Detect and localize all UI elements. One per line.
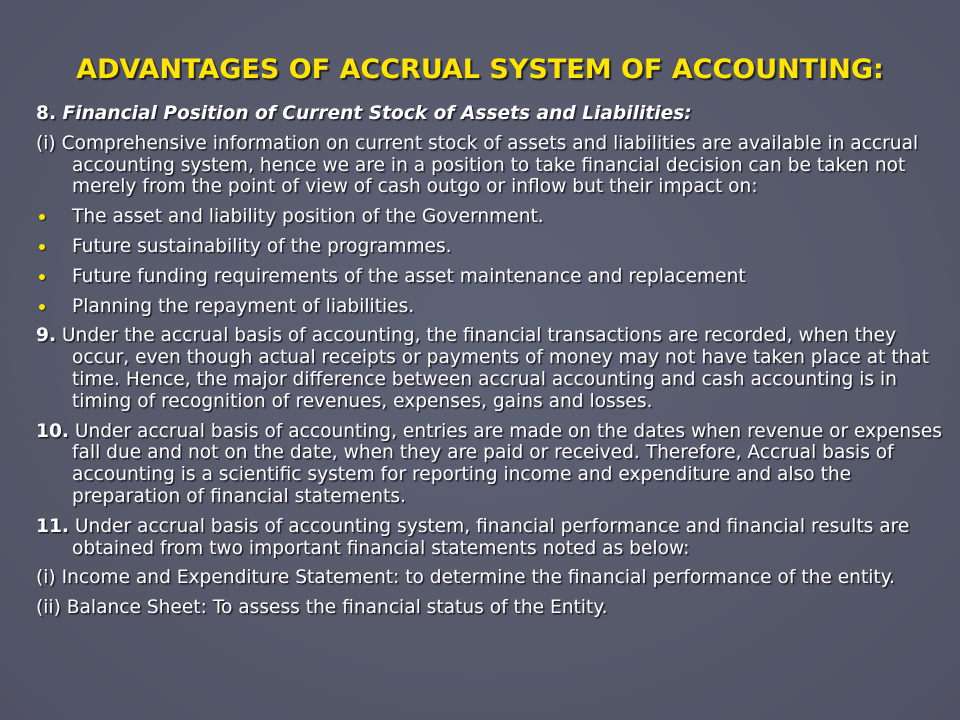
bullet-item (36, 266, 946, 288)
section-10-text: Under accrual basis of accounting, entries are made on the dates when revenue or expenses fall due and not on the date, when they are paid or received. Therefore, Accrual basis of accounting is a scientific system for reporting income and expenditure and also the preparation of financial statements. (68, 420, 942, 507)
section-9-number: 9. (36, 325, 57, 347)
bullet-dot-icon (39, 304, 45, 310)
section-8-title: Financial Position of Current Stock of Assets and Liabilities: (62, 103, 692, 124)
slide-body (36, 103, 946, 627)
section-11-item-2: (ii) Balance Sheet: To assess the financial status of the Entity. (36, 597, 608, 619)
bullet-text: The asset and liability position of the Government. (72, 206, 544, 228)
section-9-text: Under the accrual basis of accounting, the financial transactions are recorded, when they occur, even though actual receipts or payments of money may not have taken place at that time. Hence, the major difference between accrual accounting and cash accounting is in timing of recognition of revenues, expenses, gains and losses. (56, 325, 930, 412)
section-8-heading (36, 103, 946, 125)
section-11-text: Under accrual basis of accounting system, financial performance and financial results are obtained from two important financial statements noted as below: (68, 515, 910, 559)
section-9-paragraph (36, 325, 946, 412)
bullet-item (36, 296, 946, 318)
section-8-intro: (i) Comprehensive information on current stock of assets and liabilities are available in accrual accounting system, hence we are in a position to take financial decision can be taken not merely from the point of view of cash outgo or inflow but their impact on: (36, 132, 919, 198)
bullet-dot-icon (39, 274, 45, 280)
slide-title: ADVANTAGES OF ACCRUAL SYSTEM OF ACCOUNTING: (76, 54, 884, 85)
bullet-item (36, 236, 946, 258)
section-11-item-1: (i) Income and Expenditure Statement: to determine the financial performance of the entity. (36, 567, 895, 589)
bullet-dot-icon (39, 214, 45, 220)
bullet-dot-icon (39, 244, 45, 250)
bullet-text: Future sustainability of the programmes. (72, 235, 452, 257)
bullet-item (36, 206, 946, 228)
section-10-number: 10. (36, 420, 69, 442)
bullet-text: Planning the repayment of liabilities. (72, 295, 415, 317)
section-11-paragraph (36, 516, 946, 560)
section-10-paragraph (36, 421, 946, 508)
section-8-number: 8. (36, 103, 57, 124)
section-8-bullet-list (36, 206, 946, 317)
bullet-text: Future funding requirements of the asset maintenance and replacement (72, 265, 746, 287)
section-11-number: 11. (36, 515, 69, 537)
